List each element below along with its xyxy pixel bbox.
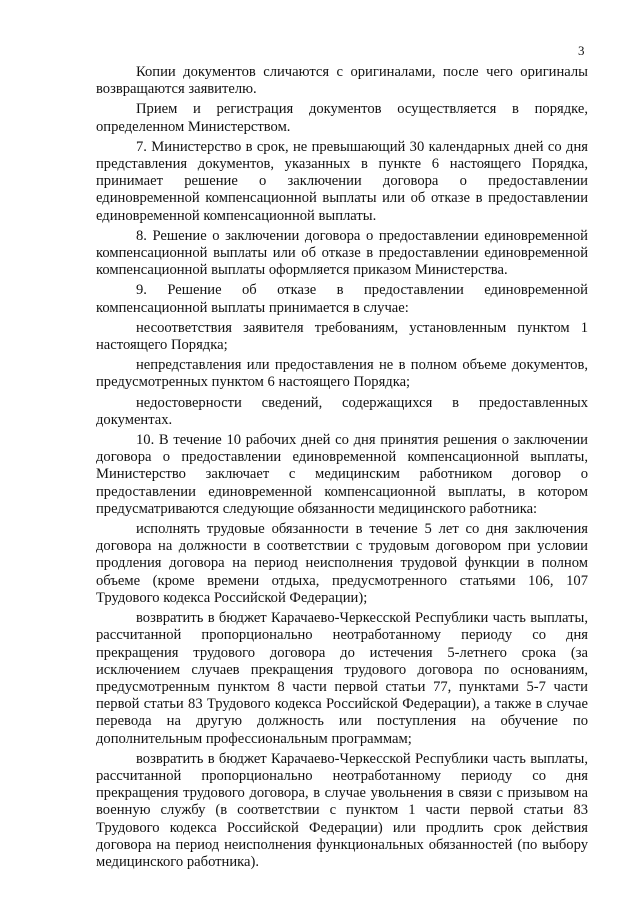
paragraph-item-7: 7. Министерство в срок, не превышающий 30 календарных дней со дня представления документов, указанных в пункте 6 настоящего Порядка, принимает решение о заключении договора о предоставлении единовременной компенсационной выплаты или об отказе в предоставлении единовременной компенсационной выплаты. — [96, 138, 588, 224]
paragraph-obligation-1: исполнять трудовые обязанности в течение 5 лет со дня заключения договора на должности в соответствии с трудовым договором при условии продления договора на период неисполнения трудовой функции в полном объеме (кроме времени отдыха, предусмотренного статьями 106, 107 Трудового кодекса Российской Федерации); — [96, 521, 588, 606]
paragraph-reception: Прием и регистрация документов осуществляется в порядке, определенном Министерством. — [96, 101, 588, 135]
paragraph-item-10: 10. В течение 10 рабочих дней со дня принятия решения о заключении договора о предоставлении единовременной компенсационной выплаты, Министерство заключает с медицинским работником договор о предоставлении единовременной компенсационной выплаты, в котором предусматриваются следующие обязанности медицинского работника: — [96, 432, 588, 517]
paragraph-obligation-2: возвратить в бюджет Карачаево-Черкесской Республики часть выплаты, рассчитанной пропорционально неотработанному периоду со дня прекращения трудового договора до истечения 5-летнего срока (за исключением случаев прекращения трудового договора по основаниям, предусмотренным пунктом 8 части первой статьи 77, пунктами 5-7 части первой статьи 83 Трудового кодекса Российской Федерации), а также в случае перевода на другую должность или поступления на обучение по дополнительным профессиональным программам; — [96, 610, 588, 747]
paragraph-item-8: 8. Решение о заключении договора о предоставлении единовременной компенсационной выплаты или об отказе в предоставлении единовременной компенсационной выплаты оформляется приказом Министерства. — [96, 227, 588, 279]
paragraph-refusal-reason-2: непредставления или предоставления не в полном объеме документов, предусмотренных пунктом 6 настоящего Порядка; — [96, 357, 588, 391]
paragraph-obligation-3: возвратить в бюджет Карачаево-Черкесской Республики часть выплаты, рассчитанной пропорционально неотработанному периоду со дня прекращения трудового договора, в случае увольнения в связи с призывом на военную службу (в соответствии с пунктом 1 части первой статьи 83 Трудового кодекса Российской Федерации) или продлить срок действия договора на период неисполнения функциональных обязанностей (по выбору медицинского работника). — [96, 750, 588, 870]
document-body — [96, 64, 588, 874]
page-number: 3 — [578, 43, 585, 58]
paragraph-refusal-reason-3: недостоверности сведений, содержащихся в предоставленных документах. — [96, 394, 588, 428]
paragraph-item-9: 9. Решение об отказе в предоставлении единовременной компенсационной выплаты принимается в случае: — [96, 282, 588, 316]
paragraph-copies: Копии документов сличаются с оригиналами, после чего оригиналы возвращаются заявителю. — [96, 64, 588, 98]
paragraph-refusal-reason-1: несоответствия заявителя требованиям, установленным пунктом 1 настоящего Порядка; — [96, 319, 588, 354]
